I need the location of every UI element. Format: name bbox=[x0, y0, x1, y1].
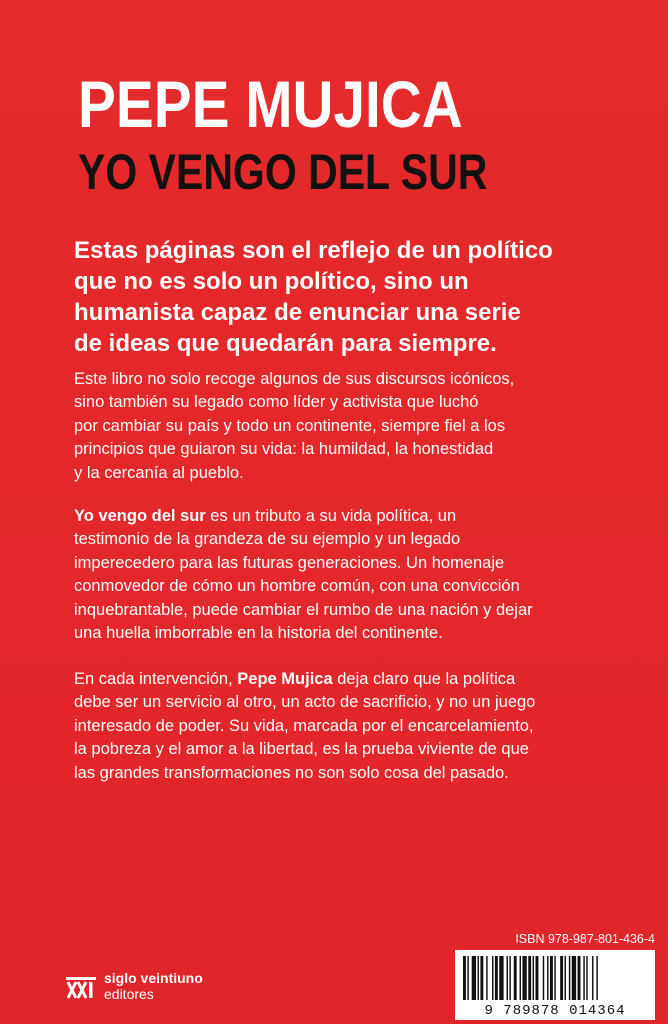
barcode-bar bbox=[583, 956, 584, 1000]
book-title-inline: Yo vengo del sur bbox=[74, 507, 206, 525]
paragraph-line: debe ser un servicio al otro, un acto de sacrificio, y no un juego bbox=[74, 693, 536, 712]
paragraph-three bbox=[74, 668, 634, 785]
paragraph-two bbox=[74, 505, 634, 645]
isbn-label: ISBN 978-987-801-436-4 bbox=[515, 932, 655, 946]
paragraph-text: En cada intervención, bbox=[74, 670, 238, 688]
barcode-bar bbox=[536, 956, 539, 1000]
barcode-digits: 9 789878 014364 bbox=[484, 1003, 626, 1019]
paragraph-line: y la cercanía al pueblo. bbox=[74, 463, 244, 482]
paragraph-line: principios que guiaron su vida: la humildad, la honestidad bbox=[74, 440, 494, 459]
siglo-xxi-logo-icon bbox=[66, 971, 96, 1001]
lead-line: de ideas que quedarán para siempre. bbox=[74, 330, 497, 357]
barcode-bar bbox=[486, 956, 487, 1000]
paragraph-line: Este libro no solo recoge algunos de sus discursos icónicos, bbox=[74, 370, 515, 388]
barcode-bar bbox=[492, 956, 493, 1000]
publisher-text bbox=[104, 970, 203, 1002]
barcode-bar bbox=[578, 956, 581, 1000]
paragraph-line: testimonio de la grandeza de su ejemplo y un legado bbox=[74, 530, 461, 549]
barcode-bars bbox=[455, 950, 655, 1002]
barcode-bar bbox=[507, 956, 508, 1000]
paragraph-line: interesado de poder. Su vida, marcada por el encarcelamiento, bbox=[74, 716, 534, 735]
barcode-bar bbox=[509, 956, 510, 1000]
barcode-bar bbox=[472, 956, 476, 1000]
paragraph-line: inquebrantable, puede cambiar el rumbo de una nación y dejar bbox=[74, 600, 533, 619]
barcode-bar bbox=[569, 956, 570, 1000]
barcode-bar bbox=[520, 956, 521, 1000]
paragraph-line: una huella imborrable en la historia del continente. bbox=[74, 624, 443, 643]
barcode-bar bbox=[514, 956, 517, 1000]
publisher-name: siglo veintiuno bbox=[104, 970, 203, 986]
paragraph-one bbox=[74, 368, 634, 485]
barcode-bar bbox=[596, 956, 597, 1000]
barcode-bar bbox=[478, 956, 479, 1000]
barcode-bar bbox=[586, 956, 587, 1000]
book-title-author: PEPE MUJICA bbox=[78, 67, 463, 141]
paragraph-text: deja claro que la política bbox=[332, 670, 516, 688]
lead-line: humanista capaz de enunciar una serie bbox=[74, 299, 521, 326]
author-name-inline: Pepe Mujica bbox=[237, 670, 333, 688]
barcode-bar bbox=[499, 956, 503, 1000]
paragraph-line: por cambiar su país y todo un continente, siempre fiel a los bbox=[74, 416, 506, 435]
barcode-bar bbox=[565, 956, 566, 1000]
paragraph-line bbox=[74, 668, 634, 691]
book-subtitle: YO VENGO DEL SUR bbox=[78, 144, 488, 200]
barcode-bar bbox=[543, 956, 544, 1000]
paragraph-line: conmovedor de cómo un hombre común, con una convicción bbox=[74, 577, 520, 596]
paragraph-text: es un tributo a su vida política, un bbox=[205, 507, 457, 525]
barcode-bar bbox=[528, 956, 531, 1000]
barcode-bar bbox=[522, 956, 526, 1000]
paragraph-line: sino también su legado como líder y activista que luchó bbox=[74, 393, 479, 412]
barcode-bar bbox=[554, 956, 555, 1000]
paragraph-line: la pobreza y el amor a la libertad, es la prueba viviente de que bbox=[74, 740, 529, 759]
lead-line: que no es solo un político, sino un bbox=[74, 268, 469, 295]
barcode-bar bbox=[467, 956, 468, 1000]
barcode-bar bbox=[550, 956, 553, 1000]
barcode-bar bbox=[533, 956, 534, 1000]
barcode-bar bbox=[463, 956, 466, 1000]
paragraph-line: las grandes transformaciones no son solo cosa del pasado. bbox=[74, 763, 509, 782]
barcode-bar bbox=[560, 956, 563, 1000]
paragraph-line: imperecedero para las futuras generaciones. Un homenaje bbox=[74, 553, 505, 572]
publisher-sub: editores bbox=[104, 986, 154, 1002]
paragraph-line bbox=[74, 505, 634, 528]
barcode-bar bbox=[592, 956, 593, 1000]
barcode-bar bbox=[480, 956, 483, 1000]
lead-blurb bbox=[74, 235, 634, 359]
publisher-logo bbox=[66, 970, 203, 1002]
lead-line: Estas páginas son el reflejo de un político bbox=[74, 237, 553, 264]
barcode-bar bbox=[547, 956, 548, 1000]
barcode-bar bbox=[495, 956, 498, 1000]
barcode-bar bbox=[572, 956, 576, 1000]
